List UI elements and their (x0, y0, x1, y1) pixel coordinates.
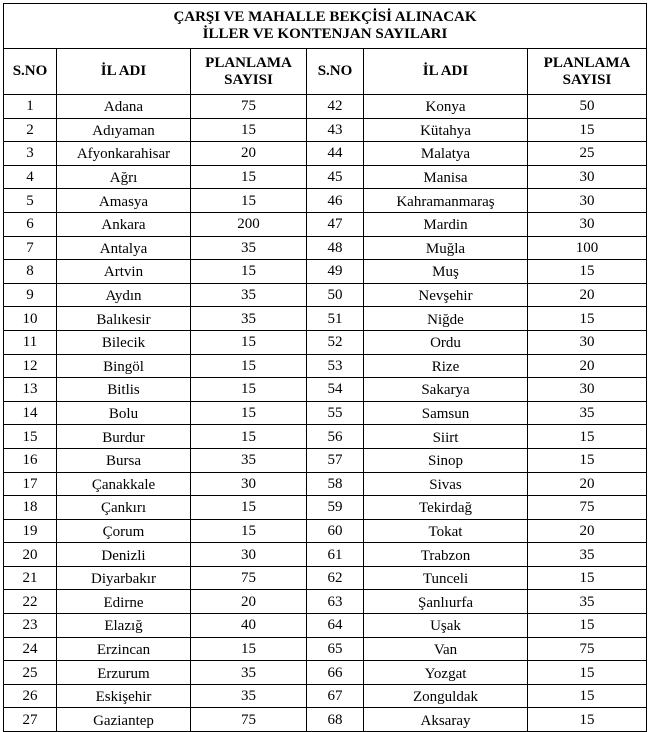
right-sno-cell: 47 (307, 212, 364, 236)
right-sno-cell: 62 (307, 566, 364, 590)
left-il-cell: Denizli (57, 543, 191, 567)
left-il-cell: Antalya (57, 236, 191, 260)
left-il-cell: Erzincan (57, 637, 191, 661)
right-sayi-cell: 75 (528, 496, 647, 520)
header-planlama-line-1: PLANLAMA (543, 54, 631, 71)
right-sno-cell: 56 (307, 425, 364, 449)
left-sayi-cell: 15 (191, 354, 307, 378)
left-sayi-cell: 15 (191, 330, 307, 354)
table-row (4, 566, 647, 590)
table-row (4, 708, 647, 732)
right-sno-cell: 57 (307, 448, 364, 472)
left-il-cell: Elazığ (57, 614, 191, 638)
right-sno-cell: 46 (307, 189, 364, 213)
right-sayi-cell: 75 (528, 637, 647, 661)
left-sayi-cell: 40 (191, 614, 307, 638)
left-sno-cell: 3 (4, 142, 57, 166)
table-row (4, 448, 647, 472)
right-il-cell: Muş (364, 260, 528, 284)
table-row (4, 496, 647, 520)
left-il-cell: Adana (57, 95, 191, 119)
left-sayi-cell: 35 (191, 684, 307, 708)
left-sno-cell: 26 (4, 684, 57, 708)
right-il-cell: Uşak (364, 614, 528, 638)
left-sayi-cell: 35 (191, 236, 307, 260)
header-row (4, 49, 647, 95)
left-sayi-cell: 20 (191, 142, 307, 166)
right-sno-cell: 42 (307, 95, 364, 119)
table-row (4, 378, 647, 402)
left-il-cell: Ağrı (57, 165, 191, 189)
left-sno-cell: 4 (4, 165, 57, 189)
left-il-cell: Bitlis (57, 378, 191, 402)
right-il-cell: Mardin (364, 212, 528, 236)
right-sayi-cell: 30 (528, 378, 647, 402)
left-sno-cell: 15 (4, 425, 57, 449)
left-sno-cell: 11 (4, 330, 57, 354)
header-il-adi-right: İL ADI (364, 49, 528, 95)
right-il-cell: Nevşehir (364, 283, 528, 307)
right-sno-cell: 54 (307, 378, 364, 402)
left-sayi-cell: 15 (191, 165, 307, 189)
right-il-cell: Ordu (364, 330, 528, 354)
left-sno-cell: 23 (4, 614, 57, 638)
left-sno-cell: 1 (4, 95, 57, 119)
right-sayi-cell: 15 (528, 684, 647, 708)
left-il-cell: Bolu (57, 401, 191, 425)
table-row (4, 165, 647, 189)
header-il-adi-left: İL ADI (57, 49, 191, 95)
right-sno-cell: 52 (307, 330, 364, 354)
right-sno-cell: 67 (307, 684, 364, 708)
left-sno-cell: 24 (4, 637, 57, 661)
left-il-cell: Çorum (57, 519, 191, 543)
left-sayi-cell: 75 (191, 708, 307, 732)
left-il-cell: Edirne (57, 590, 191, 614)
right-il-cell: Tunceli (364, 566, 528, 590)
right-sno-cell: 43 (307, 118, 364, 142)
left-il-cell: Aydın (57, 283, 191, 307)
left-sno-cell: 10 (4, 307, 57, 331)
right-il-cell: Tekirdağ (364, 496, 528, 520)
left-sayi-cell: 15 (191, 519, 307, 543)
left-il-cell: Ankara (57, 212, 191, 236)
left-il-cell: Çanakkale (57, 472, 191, 496)
right-sno-cell: 59 (307, 496, 364, 520)
right-sayi-cell: 15 (528, 708, 647, 732)
quota-table (3, 3, 647, 732)
right-il-cell: Siirt (364, 425, 528, 449)
right-sno-cell: 44 (307, 142, 364, 166)
right-sayi-cell: 30 (528, 165, 647, 189)
right-il-cell: Van (364, 637, 528, 661)
table-row (4, 543, 647, 567)
left-il-cell: Bingöl (57, 354, 191, 378)
table-row (4, 212, 647, 236)
header-planlama-line-2: SAYISI (224, 71, 273, 88)
right-il-cell: Aksaray (364, 708, 528, 732)
header-planlama-right (528, 49, 647, 95)
table-row (4, 260, 647, 284)
table-row (4, 307, 647, 331)
left-sno-cell: 8 (4, 260, 57, 284)
right-sayi-cell: 20 (528, 472, 647, 496)
left-sno-cell: 20 (4, 543, 57, 567)
left-sno-cell: 21 (4, 566, 57, 590)
left-il-cell: Bursa (57, 448, 191, 472)
header-planlama-line-2: SAYISI (562, 71, 612, 88)
left-sno-cell: 16 (4, 448, 57, 472)
header-planlama-line-1: PLANLAMA (205, 54, 292, 71)
right-il-cell: Muğla (364, 236, 528, 260)
right-il-cell: Niğde (364, 307, 528, 331)
table-row (4, 472, 647, 496)
right-sno-cell: 45 (307, 165, 364, 189)
right-sno-cell: 51 (307, 307, 364, 331)
left-sno-cell: 19 (4, 519, 57, 543)
table-row (4, 118, 647, 142)
left-sayi-cell: 30 (191, 472, 307, 496)
right-il-cell: Sinop (364, 448, 528, 472)
header-sno-right: S.NO (307, 49, 364, 95)
left-sayi-cell: 35 (191, 448, 307, 472)
left-il-cell: Artvin (57, 260, 191, 284)
table-row (4, 401, 647, 425)
header-sno-left: S.NO (4, 49, 57, 95)
right-sayi-cell: 35 (528, 543, 647, 567)
right-sayi-cell: 30 (528, 189, 647, 213)
table-title (4, 4, 647, 49)
table-row (4, 142, 647, 166)
right-sayi-cell: 30 (528, 212, 647, 236)
left-il-cell: Çankırı (57, 496, 191, 520)
left-sayi-cell: 35 (191, 283, 307, 307)
right-sayi-cell: 100 (528, 236, 647, 260)
right-il-cell: Yozgat (364, 661, 528, 685)
table-row (4, 637, 647, 661)
left-sayi-cell: 200 (191, 212, 307, 236)
title-line-2: İLLER VE KONTENJAN SAYILARI (202, 26, 448, 42)
right-il-cell: Kütahya (364, 118, 528, 142)
right-sayi-cell: 15 (528, 425, 647, 449)
right-sno-cell: 60 (307, 519, 364, 543)
left-sayi-cell: 15 (191, 378, 307, 402)
table-row (4, 661, 647, 685)
right-sayi-cell: 20 (528, 354, 647, 378)
right-sayi-cell: 15 (528, 661, 647, 685)
table-row (4, 354, 647, 378)
left-il-cell: Eskişehir (57, 684, 191, 708)
right-sayi-cell: 15 (528, 307, 647, 331)
right-il-cell: Zonguldak (364, 684, 528, 708)
left-sno-cell: 7 (4, 236, 57, 260)
left-sayi-cell: 20 (191, 590, 307, 614)
left-sayi-cell: 15 (191, 401, 307, 425)
left-il-cell: Diyarbakır (57, 566, 191, 590)
left-sno-cell: 5 (4, 189, 57, 213)
right-sayi-cell: 15 (528, 614, 647, 638)
left-sno-cell: 12 (4, 354, 57, 378)
left-sno-cell: 2 (4, 118, 57, 142)
right-il-cell: Manisa (364, 165, 528, 189)
right-il-cell: Konya (364, 95, 528, 119)
right-sayi-cell: 15 (528, 118, 647, 142)
header-planlama-left (191, 49, 307, 95)
table-row (4, 519, 647, 543)
right-il-cell: Kahramanmaraş (364, 189, 528, 213)
left-sayi-cell: 35 (191, 307, 307, 331)
left-sayi-cell: 75 (191, 566, 307, 590)
table-row (4, 425, 647, 449)
left-sayi-cell: 15 (191, 637, 307, 661)
title-line-1: ÇARŞI VE MAHALLE BEKÇİSİ ALINACAK (173, 9, 477, 25)
right-sno-cell: 48 (307, 236, 364, 260)
right-sno-cell: 65 (307, 637, 364, 661)
right-sayi-cell: 15 (528, 566, 647, 590)
right-sno-cell: 49 (307, 260, 364, 284)
right-sayi-cell: 20 (528, 519, 647, 543)
left-sno-cell: 17 (4, 472, 57, 496)
table-row (4, 236, 647, 260)
left-il-cell: Adıyaman (57, 118, 191, 142)
left-sayi-cell: 15 (191, 118, 307, 142)
right-sayi-cell: 25 (528, 142, 647, 166)
left-sayi-cell: 35 (191, 661, 307, 685)
right-sno-cell: 50 (307, 283, 364, 307)
table-row (4, 684, 647, 708)
left-sno-cell: 6 (4, 212, 57, 236)
left-sno-cell: 25 (4, 661, 57, 685)
left-sayi-cell: 30 (191, 543, 307, 567)
left-sno-cell: 9 (4, 283, 57, 307)
left-sayi-cell: 75 (191, 95, 307, 119)
left-il-cell: Afyonkarahisar (57, 142, 191, 166)
left-sayi-cell: 15 (191, 425, 307, 449)
table-row (4, 283, 647, 307)
right-sayi-cell: 50 (528, 95, 647, 119)
right-il-cell: Rize (364, 354, 528, 378)
right-sno-cell: 63 (307, 590, 364, 614)
right-il-cell: Trabzon (364, 543, 528, 567)
right-il-cell: Sakarya (364, 378, 528, 402)
left-sno-cell: 13 (4, 378, 57, 402)
left-il-cell: Burdur (57, 425, 191, 449)
document-page (3, 3, 646, 732)
left-sno-cell: 22 (4, 590, 57, 614)
left-il-cell: Bilecik (57, 330, 191, 354)
table-row (4, 614, 647, 638)
right-sno-cell: 61 (307, 543, 364, 567)
right-sayi-cell: 15 (528, 448, 647, 472)
table-row (4, 330, 647, 354)
left-il-cell: Gaziantep (57, 708, 191, 732)
table-body (4, 95, 647, 732)
left-sayi-cell: 15 (191, 189, 307, 213)
right-il-cell: Sivas (364, 472, 528, 496)
right-sayi-cell: 35 (528, 590, 647, 614)
left-il-cell: Erzurum (57, 661, 191, 685)
left-il-cell: Balıkesir (57, 307, 191, 331)
table-row (4, 95, 647, 119)
right-sno-cell: 58 (307, 472, 364, 496)
left-il-cell: Amasya (57, 189, 191, 213)
right-il-cell: Şanlıurfa (364, 590, 528, 614)
left-sayi-cell: 15 (191, 496, 307, 520)
right-sno-cell: 53 (307, 354, 364, 378)
left-sayi-cell: 15 (191, 260, 307, 284)
right-sayi-cell: 20 (528, 283, 647, 307)
right-sayi-cell: 35 (528, 401, 647, 425)
left-sno-cell: 27 (4, 708, 57, 732)
right-sno-cell: 64 (307, 614, 364, 638)
right-sno-cell: 66 (307, 661, 364, 685)
right-il-cell: Malatya (364, 142, 528, 166)
right-sno-cell: 55 (307, 401, 364, 425)
table-row (4, 590, 647, 614)
table-row (4, 189, 647, 213)
right-sno-cell: 68 (307, 708, 364, 732)
left-sno-cell: 18 (4, 496, 57, 520)
right-sayi-cell: 15 (528, 260, 647, 284)
right-il-cell: Tokat (364, 519, 528, 543)
left-sno-cell: 14 (4, 401, 57, 425)
right-sayi-cell: 30 (528, 330, 647, 354)
right-il-cell: Samsun (364, 401, 528, 425)
